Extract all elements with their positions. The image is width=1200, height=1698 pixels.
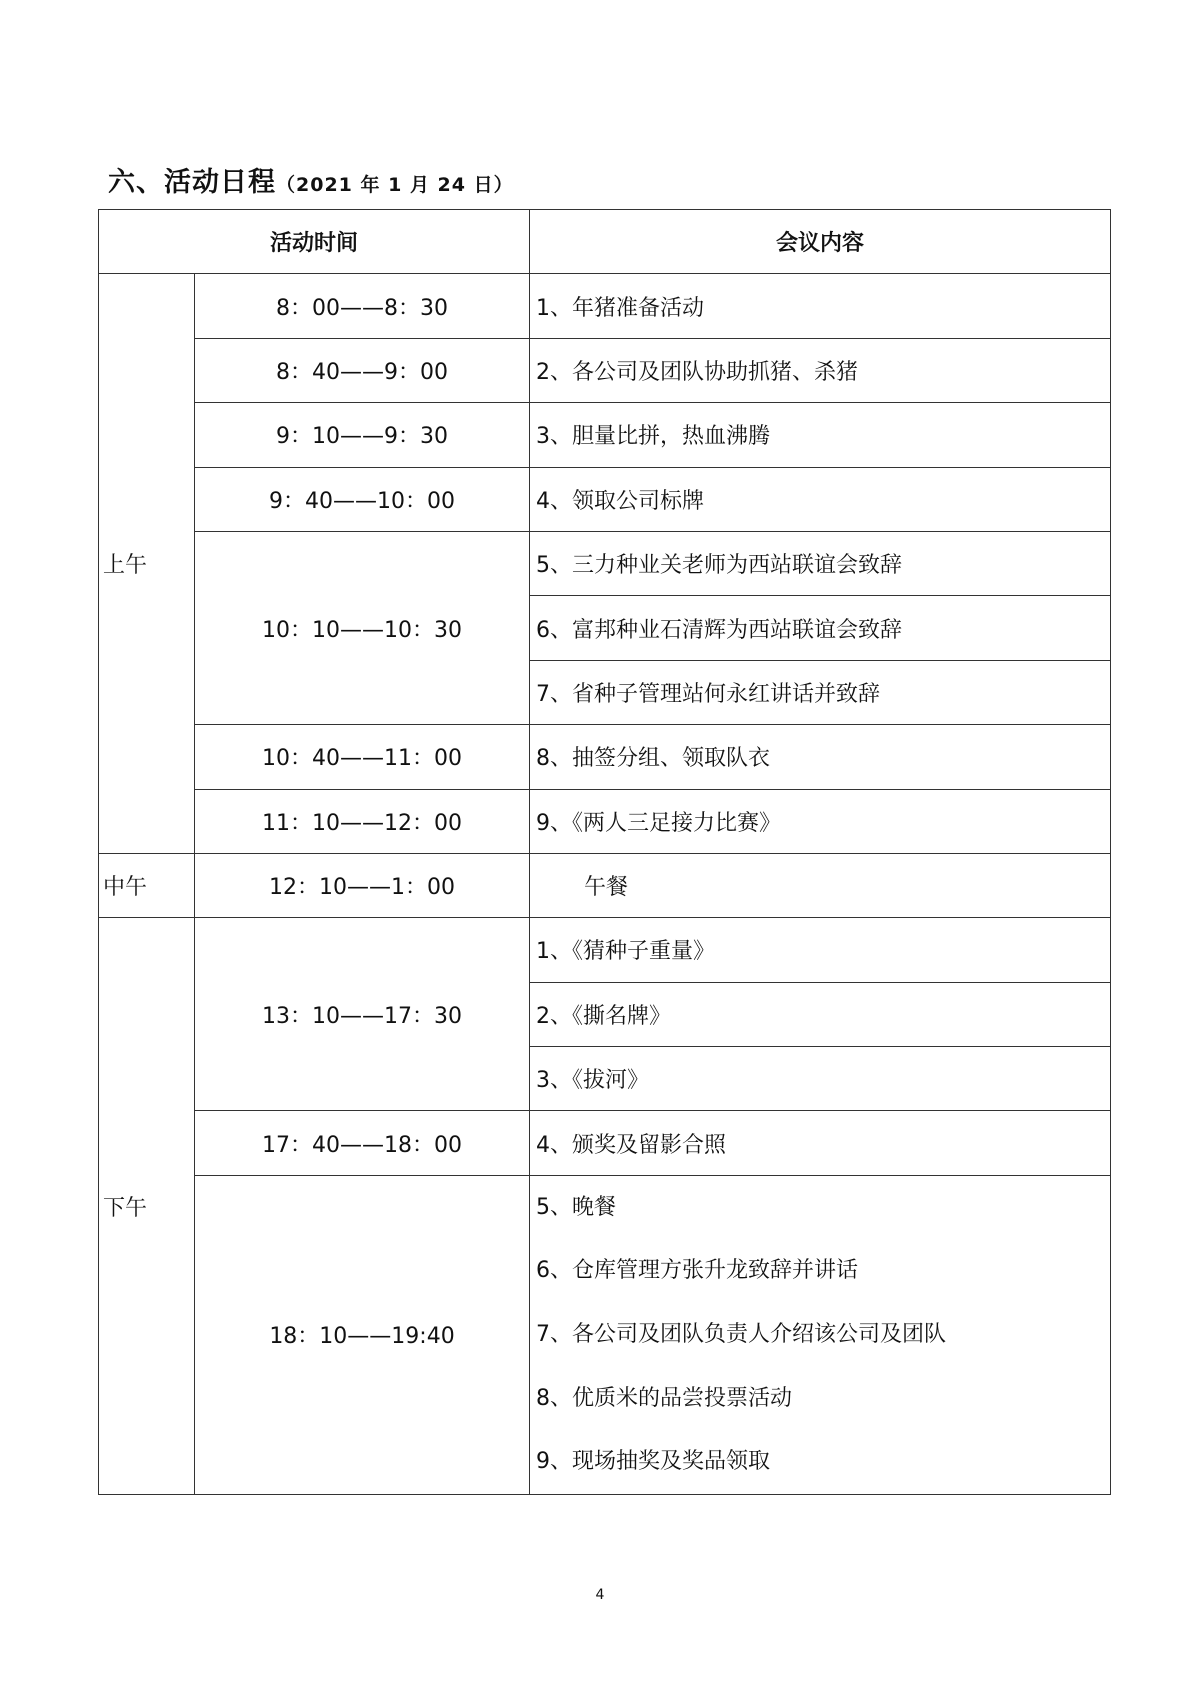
- table-row: [99, 853, 1111, 917]
- heading-title: 六、活动日程: [108, 167, 276, 198]
- table-row: [99, 467, 1111, 531]
- content-line: 8、优质米的品尝投票活动: [536, 1385, 793, 1411]
- table-row: [99, 789, 1111, 853]
- content-cell: 2、各公司及团队协助抓猪、杀猪: [530, 338, 1111, 402]
- table-row: [99, 1175, 1111, 1494]
- time-cell: 17：40——18：00: [195, 1111, 530, 1175]
- page-number: 4: [595, 1587, 605, 1603]
- content-line: 7、各公司及团队负责人介绍该公司及团队: [536, 1322, 947, 1348]
- time-cell: 13：10——17：30: [195, 918, 530, 1111]
- header-activity-time: 活动时间: [99, 210, 530, 274]
- content-cell: 2、《撕名牌》: [530, 982, 1111, 1046]
- heading-date: （2021 年 1 月 24 日）: [276, 174, 514, 196]
- time-cell: 12：10——1：00: [195, 853, 530, 917]
- time-cell: 10：10——10：30: [195, 531, 530, 724]
- time-cell: 8：00——8：30: [195, 274, 530, 338]
- content-line: 5、晚餐: [536, 1194, 617, 1220]
- time-cell: 10：40——11：00: [195, 725, 530, 789]
- table-row: [99, 531, 1111, 595]
- table-row: [99, 403, 1111, 467]
- content-cell: 3、《拔河》: [530, 1047, 1111, 1111]
- table-row: [99, 725, 1111, 789]
- content-cell: 7、省种子管理站何永红讲话并致辞: [530, 660, 1111, 724]
- table-header-row: [99, 210, 1111, 274]
- period-afternoon: 下午: [99, 918, 195, 1495]
- time-cell: 18：10——19:40: [195, 1175, 530, 1494]
- time-cell: 11：10——12：00: [195, 789, 530, 853]
- content-cell: 3、胆量比拼，热血沸腾: [530, 403, 1111, 467]
- header-meeting-content: 会议内容: [530, 210, 1111, 274]
- content-cell-multiline: [530, 1175, 1111, 1494]
- content-cell: 4、领取公司标牌: [530, 467, 1111, 531]
- content-cell: 1、《猜种子重量》: [530, 918, 1111, 982]
- table-row: [99, 918, 1111, 982]
- content-cell: 午餐: [530, 853, 1111, 917]
- time-cell: 8：40——9：00: [195, 338, 530, 402]
- table-row: [99, 1111, 1111, 1175]
- schedule-table: [98, 209, 1111, 1495]
- content-cell: 6、富邦种业石清辉为西站联谊会致辞: [530, 596, 1111, 660]
- table-row: [99, 338, 1111, 402]
- content-cell: 1、年猪准备活动: [530, 274, 1111, 338]
- time-cell: 9：10——9：30: [195, 403, 530, 467]
- content-cell: 8、抽签分组、领取队衣: [530, 725, 1111, 789]
- content-line: 9、现场抽奖及奖品领取: [536, 1449, 771, 1475]
- content-cell: 4、颁奖及留影合照: [530, 1111, 1111, 1175]
- content-cell: 5、三力种业关老师为西站联谊会致辞: [530, 531, 1111, 595]
- period-noon: 中午: [99, 853, 195, 917]
- period-morning: 上午: [99, 274, 195, 854]
- content-cell: 9、《两人三足接力比赛》: [530, 789, 1111, 853]
- table-row: [99, 274, 1111, 338]
- time-cell: 9：40——10：00: [195, 467, 530, 531]
- content-line: 6、仓库管理方张升龙致辞并讲话: [536, 1258, 859, 1284]
- section-heading: [108, 160, 514, 199]
